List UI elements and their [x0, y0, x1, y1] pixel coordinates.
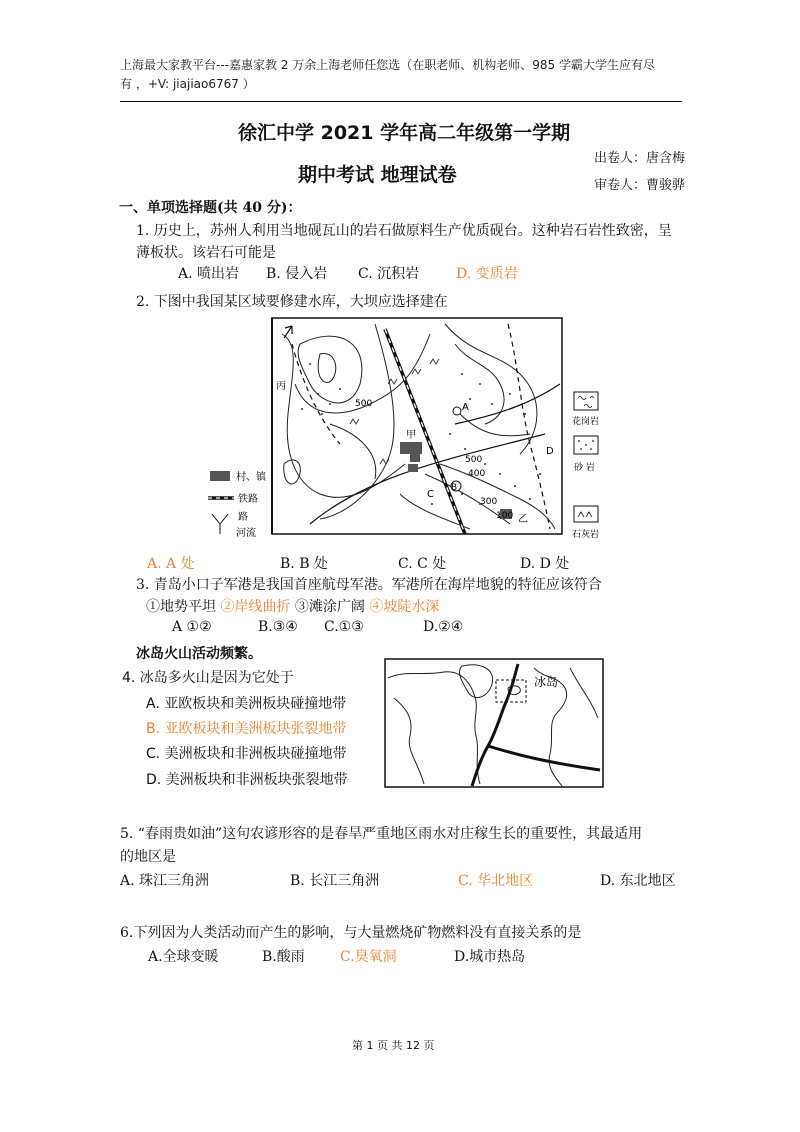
- q5-option-b: B. 长江三角洲: [290, 873, 380, 889]
- iceland-map: [384, 658, 604, 788]
- q2-option-a: A. A 处: [147, 556, 195, 572]
- q1-option-a: A. 喷出岩: [178, 266, 240, 282]
- header-rule: [120, 101, 682, 102]
- legend-sandstone: 砂 岩: [574, 463, 595, 473]
- point-a: [453, 407, 461, 415]
- legend-limestone-icon: [574, 506, 598, 522]
- map-label-jia: 甲: [406, 430, 416, 441]
- q1-option-d: D. 变质岩: [456, 266, 518, 282]
- header-line-1: 上海最大家教平台---嘉惠家教 2 万余上海老师任您选（在职老师、机构老师、985 学霸大学生应有尽: [120, 58, 655, 72]
- q5-option-d: D. 东北地区: [600, 873, 676, 889]
- q1-text-1: 1. 历史上，苏州人利用当地砚瓦山的岩石做原料生产优质砚台。这种岩石岩性致密，呈: [136, 223, 672, 239]
- map-label-d: D: [546, 446, 554, 457]
- q2-option-d: D. D 处: [520, 556, 570, 572]
- contour-label: 100: [496, 511, 514, 521]
- contour-label: 500: [355, 399, 373, 409]
- q2-text: 2. 下图中我国某区域要修建水库，大坝应选择建在: [136, 294, 448, 310]
- q3-statements: [146, 596, 439, 616]
- q3-statement-1: ①地势平坦: [146, 599, 216, 615]
- map-label-a: A: [462, 402, 469, 413]
- q4-option-b: B. 亚欧板块和美洲板块张裂地带: [146, 721, 347, 737]
- legend-village: 村、镇: [236, 472, 266, 483]
- q6-option-b: B.酸雨: [262, 949, 305, 965]
- map-label-yi: 乙: [518, 514, 528, 525]
- q1-option-b: B. 侵入岩: [266, 266, 328, 282]
- q4-option-c: C. 美洲板块和非洲板块碰撞地带: [146, 746, 347, 762]
- author: 出卷人：唐含梅: [594, 151, 686, 166]
- legend-road: 路: [238, 512, 248, 523]
- q5-option-c: C. 华北地区: [458, 873, 534, 889]
- legend-granite: 花岗岩: [572, 417, 600, 427]
- q5-text-1: 5. “春雨贵如油”这句农谚形容的是春旱严重地区雨水对庄稼生长的重要性，其最适用: [120, 826, 643, 842]
- q6-text: 6.下列因为人类活动而产生的影响，与大量燃烧矿物燃料没有直接关系的是: [120, 925, 582, 941]
- q3-statement-4: ④坡陡水深: [369, 599, 440, 615]
- legend-river: 河流: [236, 528, 256, 539]
- q4-text: 4. 冰岛多火山是因为它处于: [122, 670, 294, 686]
- topographic-map: [200, 314, 610, 546]
- q2-option-c: C. C 处: [398, 556, 447, 572]
- legend-railway: 铁路: [238, 494, 258, 505]
- iceland-intro: 冰岛火山活动频繁。: [136, 646, 262, 662]
- contour-label: 300: [480, 497, 498, 507]
- legend-village-icon: [210, 471, 230, 481]
- q6-option-a: A.全球变暖: [148, 949, 219, 965]
- q2-option-b: B. B 处: [280, 556, 328, 572]
- q3-option-c: C.①③: [324, 619, 364, 635]
- q3-option-d: D.②④: [423, 619, 464, 635]
- q3-text: 3. 青岛小口子军港是我国首座航母军港。军港所在海岸地貌的特征应该符合: [136, 577, 602, 593]
- q5-option-a: A. 珠江三角洲: [120, 873, 210, 889]
- iceland-map-label: 冰岛: [534, 675, 559, 689]
- reviewer: 审卷人：曹骏骅: [594, 178, 686, 193]
- map-label-c: C: [427, 489, 434, 500]
- q4-option-d: D. 美洲板块和非洲板块张裂地带: [146, 772, 348, 788]
- legend-limestone: 石灰岩: [572, 530, 600, 540]
- q1-text-2: 薄板状。该岩石可能是: [136, 245, 276, 261]
- q6-option-d: D.城市热岛: [454, 949, 526, 965]
- village-jia: [400, 442, 422, 454]
- exam-title: 徐汇中学 2021 学年高二年级第一学期: [238, 122, 571, 144]
- page-footer: 第 1 页 共 12 页: [352, 1039, 435, 1052]
- exam-subtitle: 期中考试 地理试卷: [298, 164, 457, 186]
- legend-granite-icon: [574, 392, 598, 410]
- section-heading: 一、单项选择题(共 40 分)：: [119, 200, 302, 216]
- contour-label: 400: [468, 469, 486, 479]
- q4-option-a: A. 亚欧板块和美洲板块碰撞地带: [146, 696, 347, 712]
- q6-option-c: C.臭氧洞: [340, 949, 397, 965]
- legend-road-river-icon: [212, 514, 228, 534]
- q5-text-2: 的地区是: [120, 849, 176, 865]
- map-label-b: B: [451, 483, 458, 493]
- q3-statement-3: ③滩涂广阔: [294, 599, 365, 615]
- map-label-bing: 丙: [276, 381, 286, 392]
- contour-label: 500: [465, 455, 483, 465]
- header-line-2: 有 ，+V: jiajiao6767 ）: [120, 77, 255, 91]
- q3-option-b: B.③④: [258, 619, 298, 635]
- q3-statement-2: ②岸线曲折: [220, 599, 291, 615]
- q1-option-c: C. 沉积岩: [358, 266, 420, 282]
- q3-option-a: A ①②: [172, 619, 212, 635]
- map-frame: [272, 318, 562, 534]
